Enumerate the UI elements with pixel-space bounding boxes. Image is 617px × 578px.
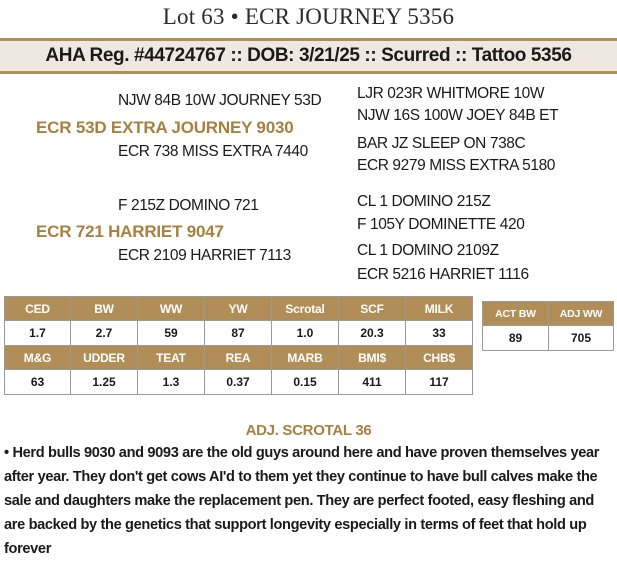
epd-value: 1.0 xyxy=(272,321,339,346)
epd-header-row-1 xyxy=(5,297,473,321)
actual-header: ACT BW xyxy=(483,302,549,326)
actual-value-row xyxy=(483,326,614,351)
epd-value-row-2 xyxy=(5,370,473,395)
epd-table xyxy=(4,296,473,395)
epd-header: TEAT xyxy=(138,346,205,370)
epd-header: WW xyxy=(138,297,205,321)
registration-bar xyxy=(0,38,617,74)
epd-header: M&G xyxy=(5,346,71,370)
epd-value-row-1 xyxy=(5,321,473,346)
dam-dam-sire: CL 1 DOMINO 2109Z xyxy=(357,242,499,259)
epd-value: 63 xyxy=(5,370,71,395)
epd-header-row-2 xyxy=(5,346,473,370)
actual-value: 89 xyxy=(483,326,549,351)
epd-header: UDDER xyxy=(71,346,138,370)
epd-value: 1.7 xyxy=(5,321,71,346)
actual-header: ADJ WW xyxy=(549,302,614,326)
epd-value: 20.3 xyxy=(339,321,406,346)
epd-header: MILK xyxy=(406,297,473,321)
actual-value: 705 xyxy=(549,326,614,351)
epd-value: 411 xyxy=(339,370,406,395)
epd-header: CHB$ xyxy=(406,346,473,370)
epd-header: REA xyxy=(205,346,272,370)
dam-sire-dam: F 105Y DOMINETTE 420 xyxy=(357,216,525,233)
dam-sire-sire: CL 1 DOMINO 215Z xyxy=(357,193,491,210)
sire-sire-dam: NJW 16S 100W JOEY 84B ET xyxy=(357,107,559,124)
lot-comment: • Herd bulls 9030 and 9093 are the old guys around here and have proven themselves year after year. They don't get cows AI'd to them yet they continue to have bull calves make the sale and daughters make the replacement pen. They are perfect footed, easy fleshing and are backed by the genetics that support longevity especially in terms of feet that hold up forever xyxy=(4,445,600,557)
epd-header: YW xyxy=(205,297,272,321)
epd-header: Scrotal xyxy=(272,297,339,321)
actual-weights-table xyxy=(482,301,614,351)
adj-scrotal: ADJ. SCROTAL 36 xyxy=(245,422,372,439)
dam-dam: ECR 2109 HARRIET 7113 xyxy=(118,247,291,264)
epd-value: 2.7 xyxy=(71,321,138,346)
epd-value: 1.25 xyxy=(71,370,138,395)
epd-header: MARB xyxy=(272,346,339,370)
epd-value: 0.15 xyxy=(272,370,339,395)
sire-dam-sire: BAR JZ SLEEP ON 738C xyxy=(357,135,526,152)
sire-sire: NJW 84B 10W JOURNEY 53D xyxy=(118,92,322,109)
epd-header: SCF xyxy=(339,297,406,321)
epd-header: CED xyxy=(5,297,71,321)
epd-value: 59 xyxy=(138,321,205,346)
epd-value: 1.3 xyxy=(138,370,205,395)
sire-dam: ECR 738 MISS EXTRA 7440 xyxy=(118,143,308,160)
actual-header-row xyxy=(483,302,614,326)
dam-sire: F 215Z DOMINO 721 xyxy=(118,197,259,214)
lot-title: Lot 63 • ECR JOURNEY 5356 xyxy=(162,4,455,29)
epd-value: 87 xyxy=(205,321,272,346)
dam: ECR 721 HARRIET 9047 xyxy=(36,222,224,241)
sire-sire-sire: LJR 023R WHITMORE 10W xyxy=(357,85,545,102)
registration-text: AHA Reg. #44724767 :: DOB: 3/21/25 :: Scurred :: Tattoo 5356 xyxy=(45,45,572,66)
sire: ECR 53D EXTRA JOURNEY 9030 xyxy=(36,118,294,137)
epd-value: 117 xyxy=(406,370,473,395)
epd-header: BMI$ xyxy=(339,346,406,370)
epd-header: BW xyxy=(71,297,138,321)
epd-value: 33 xyxy=(406,321,473,346)
dam-dam-dam: ECR 5216 HARRIET 1116 xyxy=(357,266,529,283)
sire-dam-dam: ECR 9279 MISS EXTRA 5180 xyxy=(357,157,556,174)
epd-value: 0.37 xyxy=(205,370,272,395)
